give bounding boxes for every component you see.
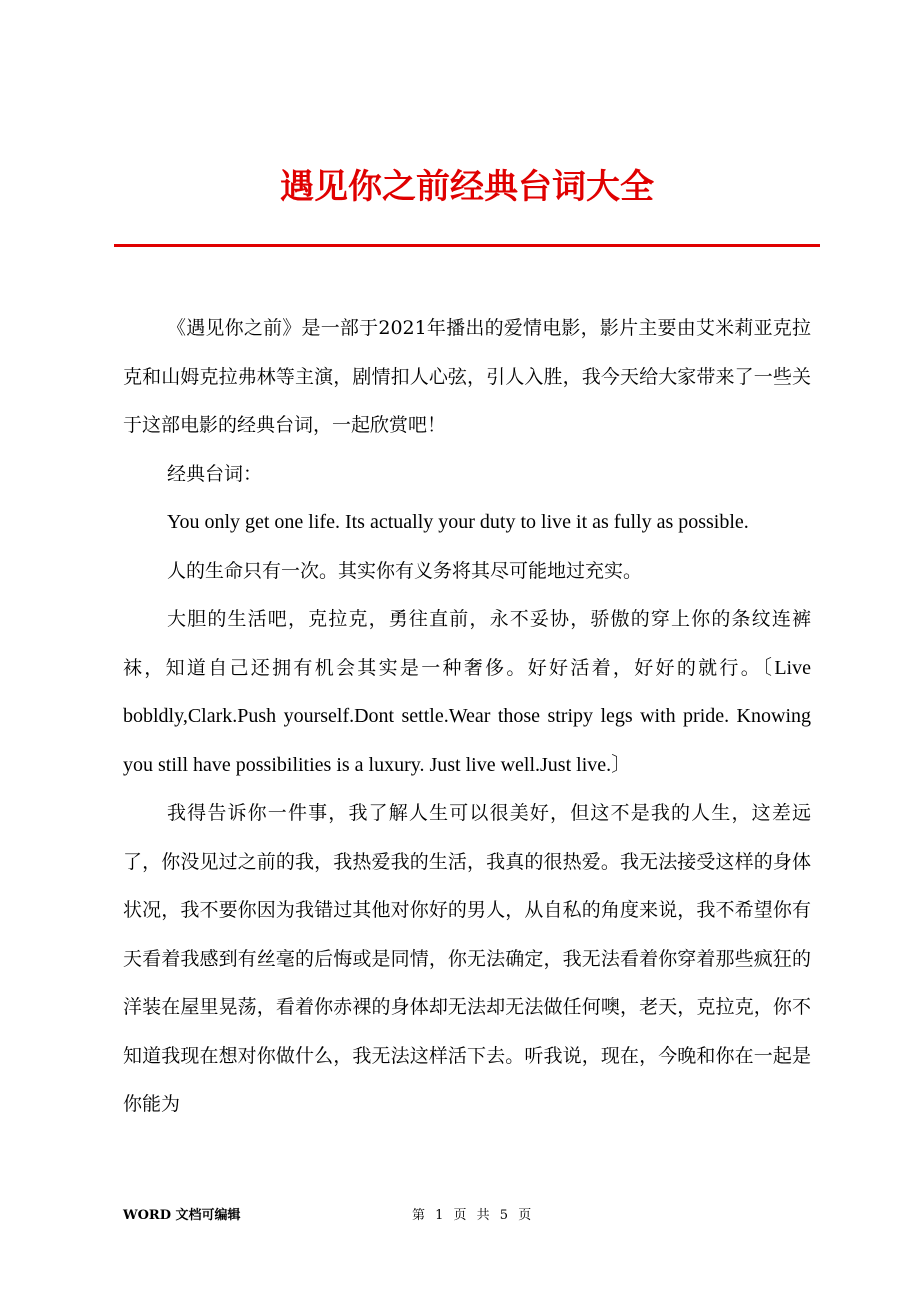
quote-english-1: You only get one life. Its actually your duty to live it as fully as possible. — [167, 511, 749, 533]
title-divider — [114, 244, 820, 247]
footer-editable-label: WORD 文档可编辑 — [123, 1208, 241, 1223]
intro-paragraph: 《遇见你之前》是一部于2021年播出的爱情电影，影片主要由艾米莉亚克拉克和山姆克拉弗林等主演，剧情扣人心弦，引人入胜，我今天给大家带来了一些关于这部电影的经典台词，一起欣赏吧！ — [123, 317, 811, 436]
section-heading-classic-lines: 经典台词： — [167, 462, 263, 485]
quote-english-2: 〔Live bobldly,Clark.Push yourself.Dont settle.Wear those stripy legs with pride. Knowing you still have possibilities is a luxury. Just live well.Just live.〕 — [123, 656, 811, 776]
quote-paragraph-3: 我得告诉你一件事，我了解人生可以很美好，但这不是我的人生，这差远了，你没见过之前的我，我热爱我的生活，我真的很热爱。我无法接受这样的身体状况，我不要你因为我错过其他对你好的男人，从自私的角度来说，我不希望你有天看着我感到有丝毫的后悔或是同情，你无法确定，我无法看着你穿着那些疯狂的洋装在屋里晃荡，看着你赤裸的身体却无法却无法做任何噢，老天，克拉克，你不知道我现在想对你做什么，我无法这样活下去。听我说，现在，今晚和你在一起是你能为 — [123, 802, 811, 1115]
footer-page-number: 第 1 页 共 5 页 — [412, 1208, 532, 1223]
document-body — [123, 304, 811, 1129]
quote-paragraph-2 — [123, 595, 811, 789]
quote-chinese-1: 人的生命只有一次。其实你有义务将其尽可能地过充实。 — [167, 559, 643, 582]
document-title: 遇见你之前经典台词大全 — [280, 167, 654, 207]
quote-chinese-2: 大胆的生活吧，克拉克，勇往直前，永不妥协，骄傲的穿上你的条纹连裤袜，知道自己还拥有机会其实是一种奢侈。好好活着，好好的就行。 — [123, 608, 811, 679]
